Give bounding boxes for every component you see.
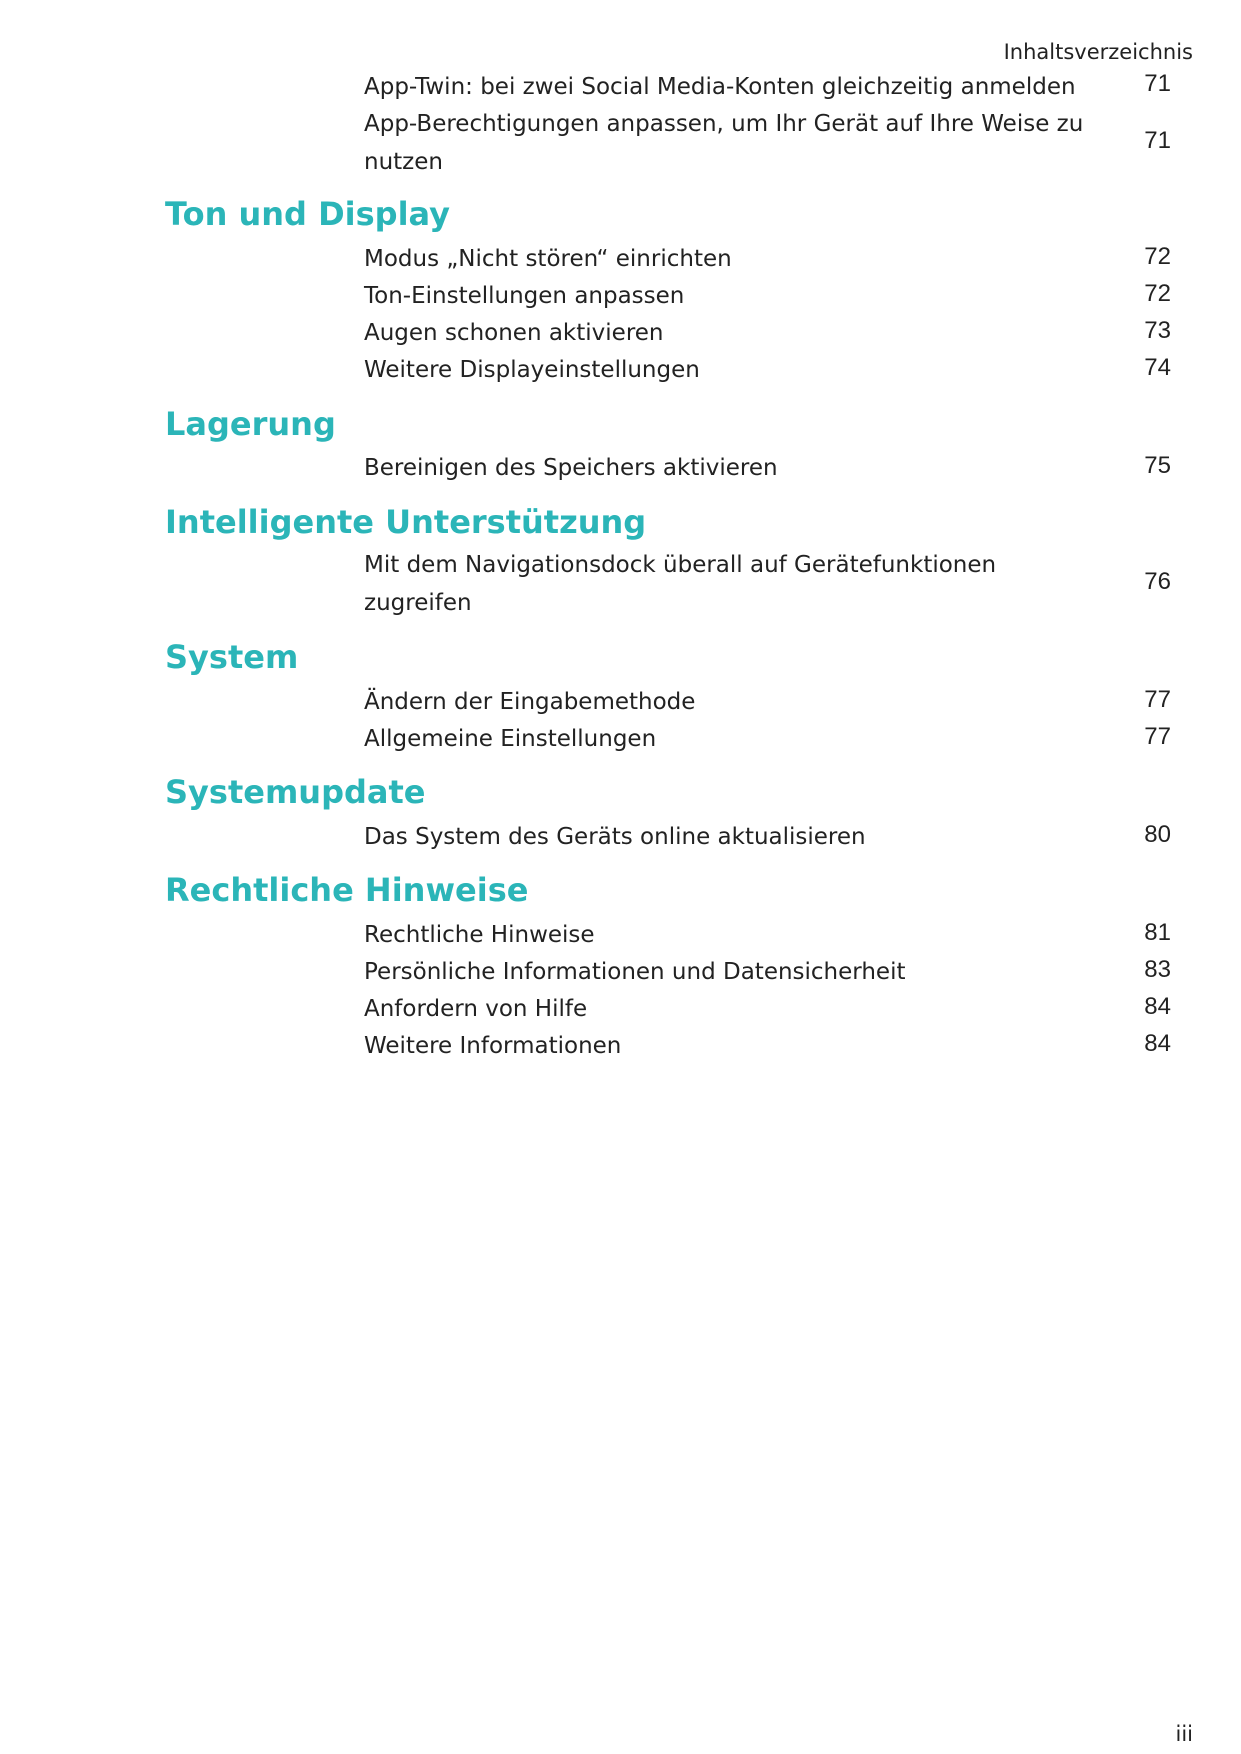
toc-entry-page: 84 bbox=[1144, 993, 1171, 1020]
toc-entry-title: Ton-Einstellungen anpassen bbox=[364, 283, 685, 309]
section-heading[interactable]: Rechtliche Hinweise bbox=[165, 871, 529, 909]
toc-entry[interactable] bbox=[364, 990, 1084, 1028]
toc-entry-title: Persönliche Informationen und Datensicherheit bbox=[364, 959, 906, 985]
toc-entry[interactable] bbox=[364, 449, 1084, 487]
toc-entry[interactable] bbox=[364, 314, 1084, 352]
toc-entry-title: Bereinigen des Speichers aktivieren bbox=[364, 455, 778, 481]
toc-entry[interactable] bbox=[364, 818, 1084, 856]
toc-entry[interactable] bbox=[364, 953, 1084, 991]
toc-entry[interactable] bbox=[364, 68, 1084, 106]
toc-entry[interactable] bbox=[364, 277, 1084, 315]
toc-entry-page: 75 bbox=[1144, 452, 1171, 479]
toc-entry-title: Allgemeine Einstellungen bbox=[364, 726, 657, 752]
toc-entry-title: App-Twin: bei zwei Social Media-Konten gleichzeitig anmelden bbox=[364, 74, 1076, 100]
toc-entry-title: Das System des Geräts online aktualisieren bbox=[364, 824, 866, 850]
toc-entry-title: Augen schonen aktivieren bbox=[364, 320, 664, 346]
toc-entry-page: 71 bbox=[1144, 70, 1171, 97]
section-heading[interactable]: Lagerung bbox=[165, 405, 336, 443]
toc-entry-page: 72 bbox=[1144, 243, 1171, 270]
toc-entry-title: Weitere Informationen bbox=[364, 1033, 622, 1059]
toc-entry[interactable] bbox=[364, 546, 1024, 622]
toc-entry[interactable] bbox=[364, 720, 1084, 758]
toc-entry[interactable] bbox=[364, 351, 1084, 389]
toc-entry[interactable] bbox=[364, 1027, 1084, 1065]
section-heading[interactable]: Systemupdate bbox=[165, 773, 426, 811]
toc-entry-page: 77 bbox=[1144, 686, 1171, 713]
toc-entry-page: 76 bbox=[1144, 568, 1171, 595]
running-header: Inhaltsverzeichnis bbox=[1003, 40, 1193, 64]
toc-entry-title: Weitere Displayeinstellungen bbox=[364, 357, 700, 383]
toc-entry-title: Anfordern von Hilfe bbox=[364, 996, 588, 1022]
toc-entry-title: App-Berechtigungen anpassen, um Ihr Gerät auf Ihre Weise zu nutzen bbox=[364, 111, 1084, 175]
toc-entry-page: 72 bbox=[1144, 280, 1171, 307]
toc-entry[interactable] bbox=[364, 683, 1084, 721]
toc-entry-title: Modus „Nicht stören“ einrichten bbox=[364, 246, 732, 272]
toc-entry-page: 73 bbox=[1144, 317, 1171, 344]
toc-entry-title: Rechtliche Hinweise bbox=[364, 922, 595, 948]
toc-entry[interactable] bbox=[364, 916, 1084, 954]
section-heading[interactable]: Ton und Display bbox=[165, 195, 451, 233]
section-heading[interactable]: System bbox=[165, 638, 299, 676]
page-number: iii bbox=[1175, 1722, 1193, 1746]
toc-entry-page: 84 bbox=[1144, 1030, 1171, 1057]
toc-entry[interactable] bbox=[364, 240, 1084, 278]
toc-entry-page: 74 bbox=[1144, 354, 1171, 381]
toc-entry-page: 77 bbox=[1144, 723, 1171, 750]
toc-entry[interactable] bbox=[364, 105, 1084, 181]
toc-entry-page: 80 bbox=[1144, 821, 1171, 848]
toc-entry-page: 83 bbox=[1144, 956, 1171, 983]
toc-entry-title: Mit dem Navigationsdock überall auf Gerätefunktionen zugreifen bbox=[364, 552, 997, 616]
toc-entry-title: Ändern der Eingabemethode bbox=[364, 689, 696, 715]
section-heading[interactable]: Intelligente Unterstützung bbox=[165, 503, 647, 541]
toc-entry-page: 71 bbox=[1144, 127, 1171, 154]
toc-entry-page: 81 bbox=[1144, 919, 1171, 946]
